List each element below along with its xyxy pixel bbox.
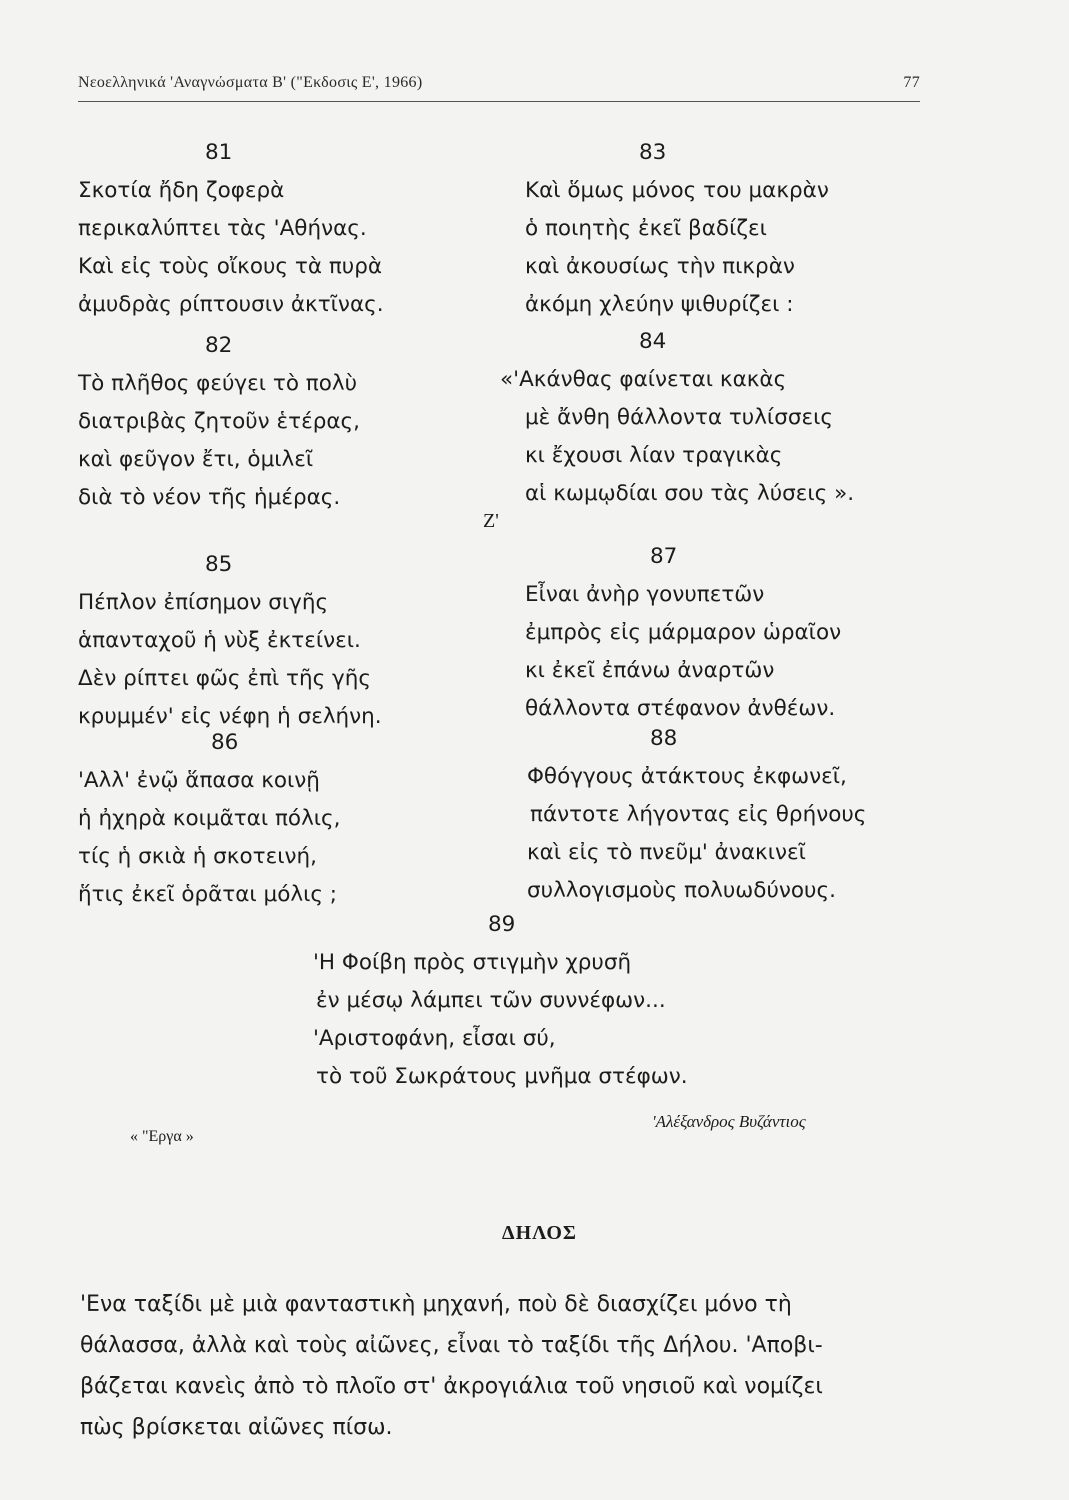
verse-line: 'Αλλ' ἐνῷ ἅπασα κοινῇ <box>78 768 320 793</box>
verse-line: ὁ ποιητὴς ἐκεῖ βαδίζει <box>525 216 767 241</box>
section-marker: Ζ' <box>483 510 499 532</box>
verse-line: καὶ φεῦγον ἔτι, ὁμιλεῖ <box>78 447 314 472</box>
stanza-number: 82 <box>205 333 233 358</box>
page-header <box>78 74 920 100</box>
page-number: 77 <box>903 74 920 91</box>
verse-line: συλλογισμοὺς πολυωδύνους. <box>527 878 836 903</box>
body-line: πὼς βρίσκεται αἰῶνες πίσω. <box>80 1415 393 1440</box>
verse-line: 'Η Φοίβη πρὸς στιγμὴν χρυσῆ <box>313 950 632 975</box>
verse-line: θάλλοντα στέφανον ἀνθέων. <box>525 696 836 721</box>
verse-line: Δὲν ρίπτει φῶς ἐπὶ τῆς γῆς <box>78 666 372 691</box>
verse-line: Καὶ εἰς τοὺς οἴκους τὰ πυρὰ <box>78 254 383 279</box>
verse-line: διὰ τὸ νέον τῆς ἡμέρας. <box>78 485 341 510</box>
stanza-number: 84 <box>639 329 667 354</box>
stanza-number: 83 <box>639 140 667 165</box>
verse-line: 'Αριστοφάνη, εἶσαι σύ, <box>313 1026 556 1051</box>
section-title: ΔΗΛΟΣ <box>502 1222 577 1244</box>
verse-line: ἁπανταχοῦ ἡ νὺξ ἐκτείνει. <box>78 628 361 653</box>
section-body <box>80 1284 930 1448</box>
stanza-82 <box>78 327 360 517</box>
running-title: Νεοελληνικά 'Αναγνώσματα Β' ("Εκδοσις Ε', 1966) <box>78 74 423 91</box>
verse-line: ἥτις ἐκεῖ ὁρᾶται μόλις ; <box>78 882 338 907</box>
verse-line: Σκοτία ἤδη ζοφερὰ <box>78 178 285 203</box>
body-line: θάλασσα, ἀλλὰ καὶ τοὺς αἰῶνες, εἶναι τὸ ταξίδι τῆς Δήλου. 'Αποβι- <box>80 1333 823 1358</box>
verse-line: «'Ακάνθας φαίνεται κακὰς <box>500 367 787 392</box>
verse-line: καὶ ἀκουσίως τὴν πικρὰν <box>525 254 795 279</box>
verse-line: περικαλύπτει τὰς 'Αθήνας. <box>78 216 367 241</box>
stanza-81 <box>78 134 384 324</box>
verse-line: τὸ τοῦ Σωκράτους μνῆμα στέφων. <box>316 1064 688 1089</box>
verse-line: τίς ἡ σκιὰ ἡ σκοτεινή, <box>78 844 317 869</box>
stanza-number: 86 <box>211 730 239 755</box>
verse-line: Φθόγγους ἀτάκτους ἐκφωνεῖ, <box>527 764 847 789</box>
verse-line: διατριβὰς ζητοῦν ἑτέρας, <box>78 409 360 434</box>
verse-line: Τὸ πλῆθος φεύγει τὸ πολὺ <box>78 371 358 396</box>
stanza-87 <box>525 538 841 728</box>
stanza-number: 88 <box>650 726 678 751</box>
verse-line: πάντοτε λήγοντας εἰς θρήνους <box>530 802 867 827</box>
stanza-86 <box>78 724 341 914</box>
verse-line: ἐμπρὸς εἰς μάρμαρον ὡραῖον <box>525 620 842 645</box>
stanza-89 <box>313 906 688 1096</box>
author-signature: 'Αλέξανδρος Βυζάντιος <box>652 1112 806 1131</box>
verse-line: ἡ ἠχηρὰ κοιμᾶται πόλις, <box>78 806 341 831</box>
verse-line: Εἶναι ἀνὴρ γονυπετῶν <box>525 582 765 607</box>
stanza-number: 81 <box>205 140 233 165</box>
stanza-85 <box>78 546 382 736</box>
stanza-88 <box>525 720 866 910</box>
stanza-84 <box>500 323 854 513</box>
body-line: 'Ενα ταξίδι μὲ μιὰ φανταστικὴ μηχανή, ποὺ δὲ διασχίζει μόνο τὴ <box>80 1292 792 1317</box>
verse-line: κι ἐκεῖ ἐπάνω ἀναρτῶν <box>525 658 775 683</box>
verse-line: ἐν μέσῳ λάμπει τῶν συννέφων... <box>316 988 666 1013</box>
verse-line: μὲ ἄνθη θάλλοντα τυλίσσεις <box>525 405 833 430</box>
verse-line: αἱ κωμῳδίαι σου τὰς λύσεις ». <box>525 481 855 506</box>
header-rule <box>78 101 920 102</box>
verse-line: ἀκόμη χλεύην ψιθυρίζει : <box>525 292 794 317</box>
verse-line: κρυμμέν' εἰς νέφη ἡ σελήνη. <box>78 704 382 729</box>
verse-line: καὶ εἰς τὸ πνεῦμ' ἀνακινεῖ <box>527 840 806 865</box>
stanza-83 <box>525 134 829 324</box>
stanza-number: 89 <box>488 912 516 937</box>
source-title: « "Εργα » <box>130 1128 194 1145</box>
stanza-number: 87 <box>650 544 678 569</box>
stanza-number: 85 <box>205 552 233 577</box>
body-line: βάζεται κανεὶς ἀπὸ τὸ πλοῖο στ' ἀκρογιάλια τοῦ νησιοῦ καὶ νομίζει <box>80 1374 823 1399</box>
verse-line: ἀμυδρὰς ρίπτουσιν ἀκτῖνας. <box>78 292 384 317</box>
verse-line: Πέπλον ἐπίσημον σιγῆς <box>78 590 329 615</box>
verse-line: Καὶ ὅμως μόνος του μακρὰν <box>525 178 829 203</box>
verse-line: κι ἔχουσι λίαν τραγικὰς <box>525 443 783 468</box>
